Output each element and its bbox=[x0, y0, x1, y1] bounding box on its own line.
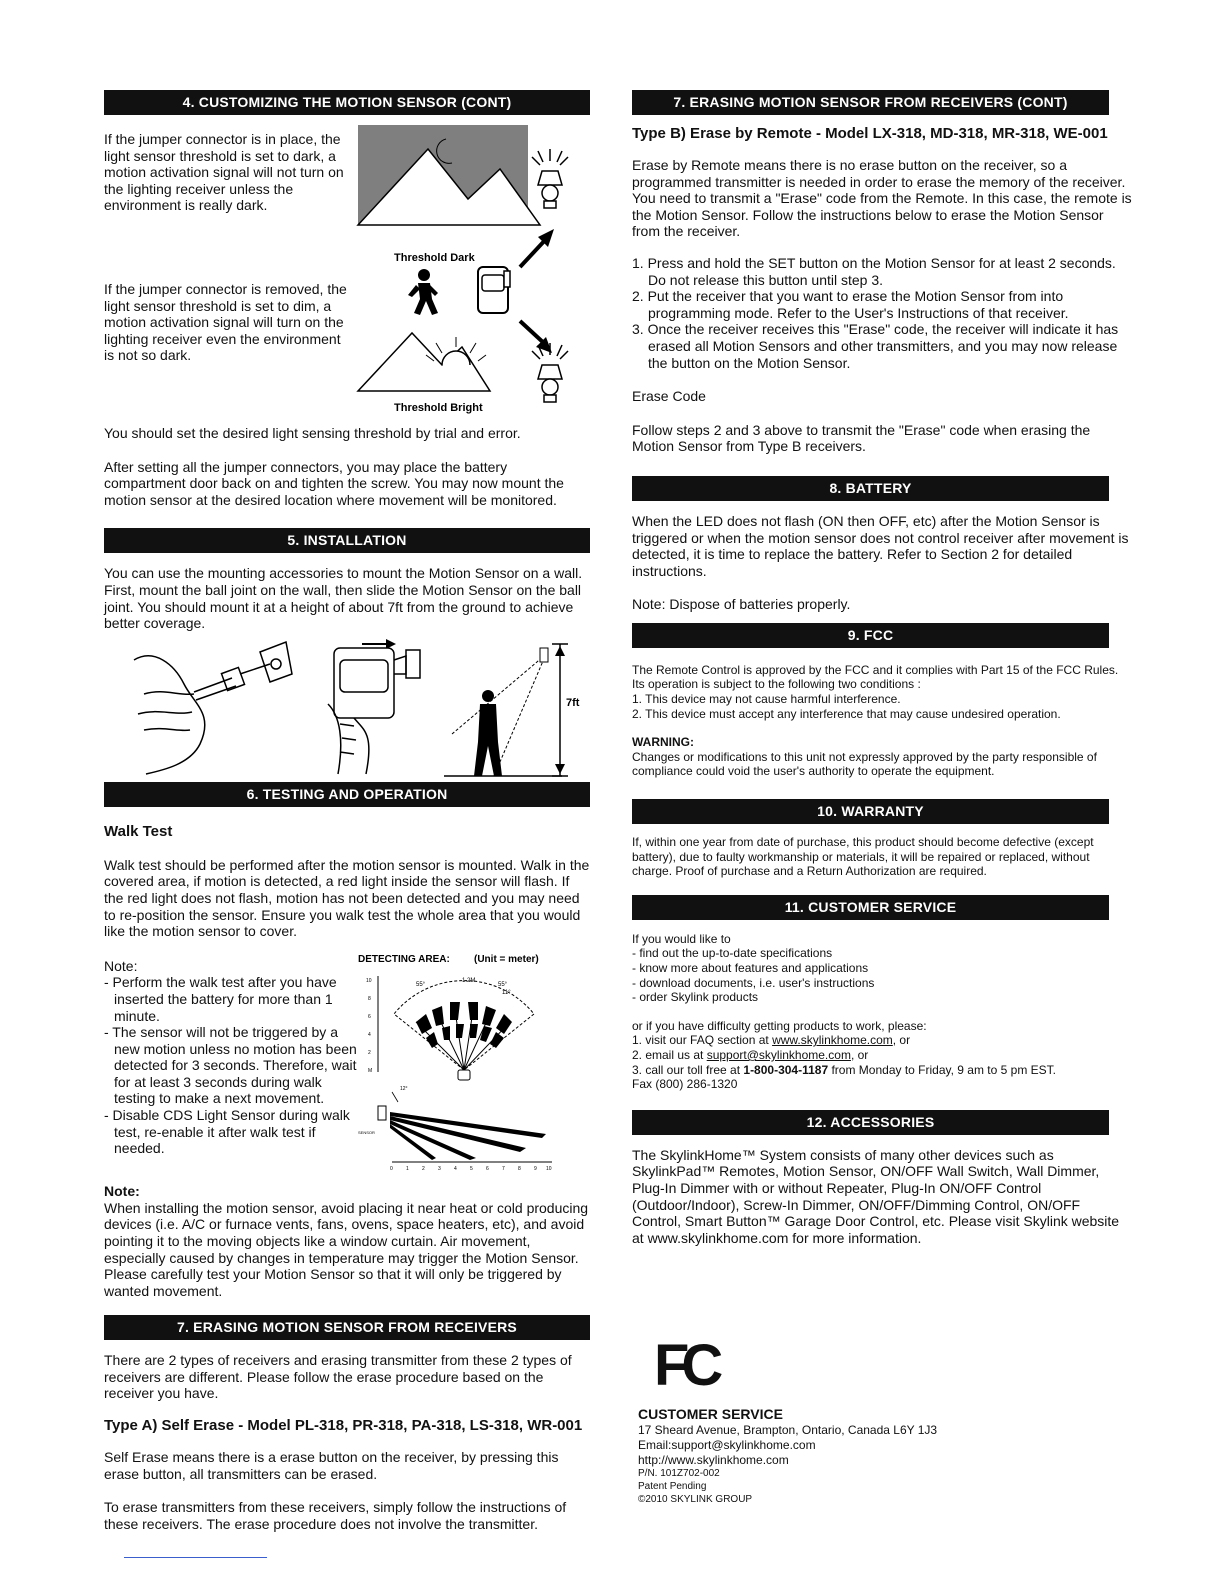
fcc-text: The Remote Control is approved by the FCC and it complies with Part 15 of the FCC Rules. Its operation is subject to the following two conditions : bbox=[632, 662, 1119, 692]
cs-item-4: - order Skylink products bbox=[632, 990, 759, 1005]
svg-text:10: 10 bbox=[366, 977, 372, 984]
fcc-item-2: 2. This device must accept any interference that may cause undesired operation. bbox=[632, 706, 1061, 721]
walk-note-label: Note: bbox=[104, 957, 138, 974]
note2-label: Note: bbox=[104, 1182, 140, 1199]
svg-text:2: 2 bbox=[368, 1049, 371, 1056]
accessories-text: The SkylinkHome™ System consists of many other devices such as SkylinkPad™ Remotes, Motion Sensor, ON/OFF Wall Switch, Wall Dimmer, Plug-In Dimmer with or without Repeater, Plug-In ON/OFF Control (Outdoor/Indoor), Screw-In Dimmer, ON/OFF/Dimming Control, ON/OFF Control, Smart Button™ Garage Door Control, etc. Please visit Skylink website at www.skylinkhome.com for more information. bbox=[632, 1146, 1120, 1246]
warranty-text: If, within one year from date of purchase, this product should become defective (except battery), due to faulty workmanship or materials, it will be repaired or replaced, without charge. Proof of purchase and a Return Authorization are required. bbox=[632, 835, 1094, 879]
erase-step-1: 1. Press and hold the SET button on the Motion Sensor for at least 2 seconds. Do not release this button until step 3. bbox=[632, 254, 1116, 288]
section-9-header: 9. FCC bbox=[632, 623, 1109, 648]
detecting-area-diagram bbox=[356, 952, 556, 1174]
footer-web: http://www.skylinkhome.com bbox=[638, 1452, 789, 1467]
mounting-height-diagram bbox=[444, 644, 580, 776]
note2-text: When installing the motion sensor, avoid placing it near heat or cold producing devices (i.e. A/C or furnace vents, fans, ovens, space heaters, etc), and avoid pointing it to the moving objects like a window curtain. Air movement, especially caused by changes in temperature may trigger the Motion Sensor. Please carefully test your Motion Sensor so that it will only be triggered by wanted movement. bbox=[104, 1199, 589, 1299]
cs-email-line: 2. email us at support@skylinkhome.com, or bbox=[632, 1047, 869, 1062]
fcc-item-1: 1. This device may not cause harmful interference. bbox=[632, 692, 901, 707]
svg-text:6: 6 bbox=[368, 1013, 371, 1020]
walk-note-1: - Perform the walk test after you have inserted the battery for more than 1 minute. bbox=[104, 974, 337, 1024]
walk-test-text: Walk test should be performed after the motion sensor is mounted. Walk in the covered area, if motion is detected, a red light inside the sensor will flash. If the red light does not flash, motion has not been detected and you may need to re-position the sensor. Ensure you walk test the whole area that you would like the motion sensor to cover. bbox=[104, 856, 590, 940]
walk-notes bbox=[104, 958, 360, 1157]
fc-logo-text: FC bbox=[654, 1333, 716, 1399]
erase-code-label: Erase Code bbox=[632, 388, 706, 405]
erase-intro: There are 2 types of receivers and erasing transmitter from these 2 types of receivers are different. Please follow the erase procedure based on the receiver you have. bbox=[104, 1352, 572, 1402]
screwdriver-hand-icon bbox=[134, 642, 292, 774]
trial-text: You should set the desired light sensing threshold by trial and error. bbox=[104, 425, 521, 441]
type-a-text-1: Self Erase means there is a erase button on the receiver, by pressing this erase button, all transmitters can be erased. bbox=[104, 1449, 559, 1482]
walk-note-2: - The sensor will not be triggered by a new motion unless no motion has been detected for 3 seconds. Therefore, wait for at least 3 seconds during walk testing to make a next movement. bbox=[104, 1024, 357, 1107]
svg-text:4: 4 bbox=[454, 1165, 457, 1172]
type-b-text: Erase by Remote means there is no erase button on the receiver, so a programmed transmitter is needed in order to erase the memory of the receiver. You need to transmit a "Erase" code from the Remote. In this case, the remote is the Motion Sensor. Follow the instructions below to erase the Motion Sensor from the receiver. bbox=[632, 157, 1132, 240]
type-a-title: Type A) Self Erase - Model PL-318, PR-318, PA-318, LS-318, WR-001 bbox=[104, 1417, 583, 1435]
installation-text: You can use the mounting accessories to mount the Motion Sensor on a wall. First, mount the ball joint on the wall, then slide the Motion Sensor on the ball joint. You should mount it at a height of about 7ft from the ground to achieve better coverage. bbox=[104, 565, 583, 632]
lamp-on-icon-2 bbox=[532, 343, 568, 402]
cs-intro-2: or if you have difficulty getting products to work, please: bbox=[632, 1018, 927, 1033]
threshold-bright-label: Threshold Bright bbox=[394, 402, 483, 414]
walk-test-title: Walk Test bbox=[104, 822, 173, 840]
svg-text:10: 10 bbox=[546, 1165, 552, 1172]
support-email-link[interactable]: support@skylinkhome.com bbox=[706, 1047, 851, 1062]
section-6-header: 6. TESTING AND OPERATION bbox=[104, 782, 590, 807]
svg-text:7: 7 bbox=[502, 1165, 505, 1172]
svg-text:11°: 11° bbox=[502, 989, 511, 996]
lamp-on-icon bbox=[532, 149, 568, 208]
cs-item-1: - find out the up-to-date specifications bbox=[632, 946, 833, 961]
side-view-zones bbox=[390, 1112, 546, 1160]
right-column bbox=[632, 90, 1132, 1506]
threshold-dark-label: Threshold Dark bbox=[394, 252, 475, 264]
svg-text:8: 8 bbox=[518, 1165, 521, 1172]
cs-intro: If you would like to bbox=[632, 931, 731, 946]
after-text: After setting all the jumper connectors, you may place the battery compartment door back on and tighten the screw. You may now mount the motion sensor at the desired location where movement will be monitored. bbox=[104, 458, 564, 508]
blue-divider bbox=[124, 1557, 267, 1558]
section-4-header: 4. CUSTOMIZING THE MOTION SENSOR (CONT) bbox=[104, 90, 590, 115]
svg-text:6: 6 bbox=[486, 1165, 489, 1172]
svg-text:8: 8 bbox=[368, 995, 371, 1002]
svg-text:12°: 12° bbox=[400, 1085, 408, 1092]
section-10-header: 10. WARRANTY bbox=[632, 799, 1109, 824]
section-5-header: 5. INSTALLATION bbox=[104, 528, 590, 553]
section-8-header: 8. BATTERY bbox=[632, 476, 1109, 501]
toll-free-number: 1-800-304-1187 bbox=[743, 1062, 829, 1077]
detection-zones bbox=[416, 1002, 512, 1048]
footer-address: 17 Sheard Avenue, Brampton, Ontario, Canada L6Y 1J3 bbox=[638, 1423, 938, 1438]
customer-service-list bbox=[632, 932, 1132, 1092]
svg-text:3: 3 bbox=[438, 1165, 441, 1172]
jumper-out-text: If the jumper connector is removed, the light sensor threshold is set to dim, a motion activation signal will turn on the lighting receiver even the environment is not so dark. bbox=[104, 281, 347, 364]
fc-logo bbox=[654, 1333, 1132, 1399]
svg-text:55°: 55° bbox=[416, 981, 426, 988]
detecting-area-title: DETECTING AREA: bbox=[358, 953, 450, 965]
footer-contact bbox=[638, 1406, 1132, 1506]
battery-note: Note: Dispose of batteries properly. bbox=[632, 596, 851, 613]
erase-step-3: 3. Once the receiver receives this "Erase" code, the receiver will indicate it has erased all Motion Sensors and other transmitters, and you may now release the button on the Motion Sensor. bbox=[632, 321, 1119, 371]
faq-link[interactable]: www.skylinkhome.com bbox=[772, 1033, 893, 1048]
erase-step-2: 2. Put the receiver that you want to erase the Motion Sensor from into programming mode. Refer to the User's Instructions of that receiver. bbox=[632, 288, 1069, 321]
battery-text: When the LED does not flash (ON then OFF, etc) after the Motion Sensor is triggered or when the motion sensor does not control receiver after movement is detected, it is time to replace the battery. Refer to Section 2 for detailed instructions. bbox=[632, 512, 1129, 579]
section-11-header: 11. CUSTOMER SERVICE bbox=[632, 895, 1109, 920]
footer-patent: Patent Pending bbox=[638, 1481, 707, 1493]
jumper-in-text: If the jumper connector is in place, the light sensor threshold is set to dark, a motion activation signal will not turn on the lighting receiver unless the environment is really dark. bbox=[104, 131, 344, 214]
footer-copyright: ©2010 SKYLINK GROUP bbox=[638, 1494, 753, 1506]
cs-item-2: - know more about features and applications bbox=[632, 961, 869, 975]
footer-email: Email:support@skylinkhome.com bbox=[638, 1437, 816, 1452]
svg-text:9: 9 bbox=[534, 1165, 537, 1172]
svg-text:M: M bbox=[368, 1067, 373, 1074]
footer-pn: P/N. 101Z702-002 bbox=[638, 1468, 720, 1480]
footer-title: CUSTOMER SERVICE bbox=[638, 1406, 783, 1423]
svg-text:1: 1 bbox=[406, 1165, 409, 1172]
cs-fax: Fax (800) 286-1320 bbox=[632, 1077, 738, 1092]
walking-person-icon bbox=[408, 269, 438, 315]
svg-text:55°: 55° bbox=[498, 981, 508, 988]
height-label: 7ft bbox=[566, 696, 580, 709]
threshold-section bbox=[104, 115, 590, 421]
erase-steps bbox=[632, 255, 1132, 371]
sensor-mount-icon bbox=[328, 648, 420, 774]
warning-label: WARNING: bbox=[632, 735, 694, 750]
warning-text: Changes or modifications to this unit not expressly approved by the party responsible of compliance could void the user's authority to operate the equipment. bbox=[632, 749, 1097, 779]
cs-faq-line: 1. visit our FAQ section at www.skylinkhome.com, or bbox=[632, 1033, 911, 1048]
cs-item-3: - download documents, i.e. user's instructions bbox=[632, 975, 875, 990]
walk-note-3: - Disable CDS Light Sensor during walk test, re-enable it after walk test if needed. bbox=[104, 1107, 350, 1157]
type-b-title: Type B) Erase by Remote - Model LX-318, MD-318, MR-318, WE-001 bbox=[632, 125, 1108, 142]
section-12-header: 12. ACCESSORIES bbox=[632, 1110, 1109, 1135]
section-7-cont-header: 7. ERASING MOTION SENSOR FROM RECEIVERS (CONT) bbox=[632, 90, 1109, 115]
svg-text:2: 2 bbox=[422, 1165, 425, 1172]
erase-code-text: Follow steps 2 and 3 above to transmit the "Erase" code when erasing the Motion Sensor from Type B receivers. bbox=[632, 421, 1091, 455]
svg-text:5: 5 bbox=[470, 1165, 473, 1172]
motion-sensor-icon bbox=[478, 267, 510, 313]
left-column bbox=[104, 90, 590, 1532]
installation-illustration bbox=[104, 634, 590, 780]
section-7-header: 7. ERASING MOTION SENSOR FROM RECEIVERS bbox=[104, 1315, 590, 1340]
svg-text:1.2M: 1.2M bbox=[462, 977, 476, 984]
svg-text:SENSOR: SENSOR bbox=[358, 1129, 375, 1135]
svg-text:4: 4 bbox=[368, 1031, 371, 1038]
detecting-area-unit: (Unit = meter) bbox=[474, 953, 539, 965]
walk-notes-section bbox=[104, 952, 590, 1180]
type-a-text-2: To erase transmitters from these receivers, simply follow the instructions of these receivers. The erase procedure does not involve the transmitter. bbox=[104, 1499, 567, 1532]
threshold-illustration bbox=[350, 121, 590, 421]
cs-phone-line: 3. call our toll free at 1-800-304-1187 from Monday to Friday, 9 am to 5 pm EST. bbox=[632, 1062, 1056, 1077]
svg-text:0: 0 bbox=[390, 1165, 393, 1172]
